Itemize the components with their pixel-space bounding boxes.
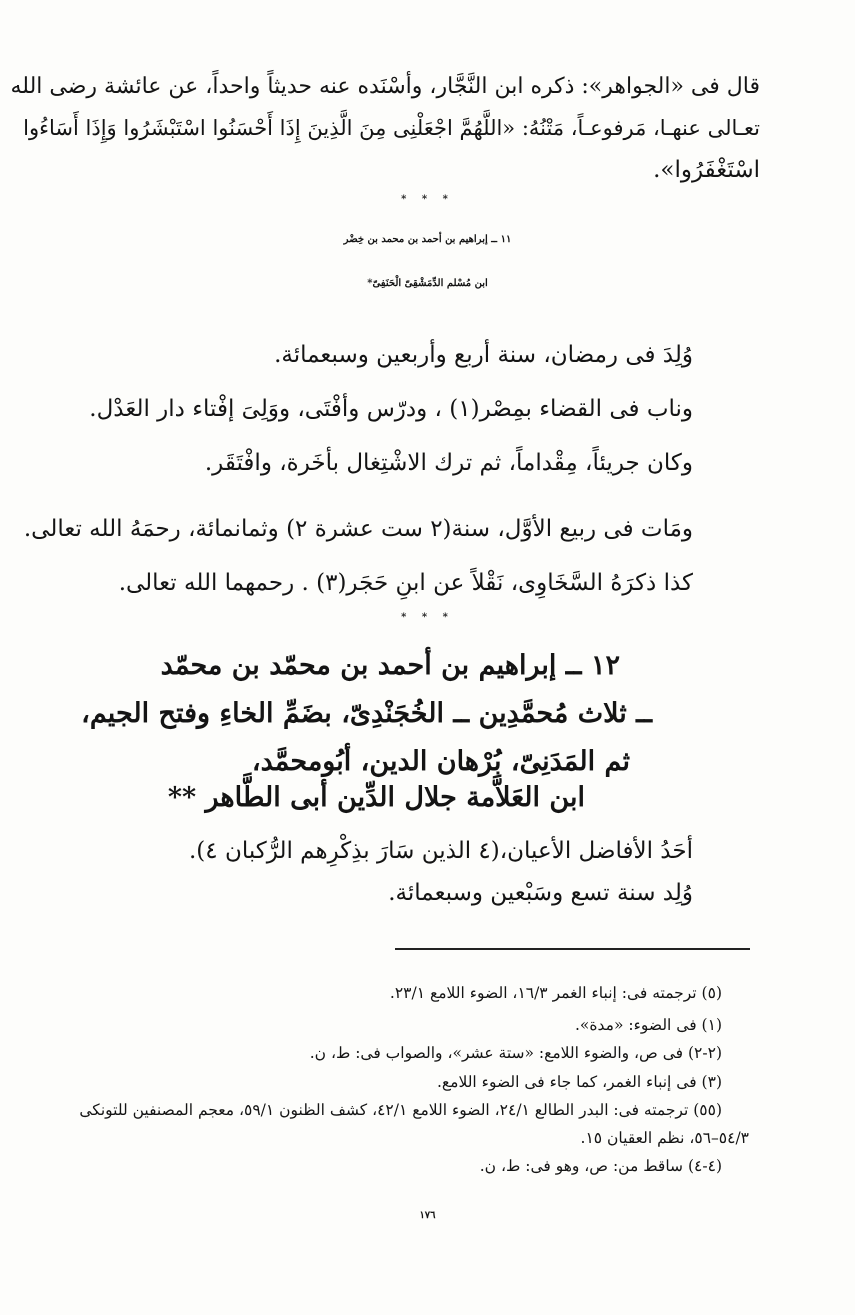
entry-12-heading-line-2: ــ ثلاث مُحمَّدِين ــ الخُجَنْدِىّ، بضَمِّ الخاءِ وفتح الجيم، (81, 698, 652, 729)
footnote-divider (395, 948, 750, 950)
entry-11-heading-line-1: ١١ ــ إبراهيم بن أحمد بن محمد بن خِضْر (343, 234, 512, 245)
footnote: (١) فى الضوء: «مدة». (575, 1016, 722, 1034)
separator-stars: * * * (401, 612, 454, 623)
entry-12-heading-line-3: ثم المَدَنِىّ، بُرْهان الدين، أبُومحمَّد، (251, 746, 630, 777)
footnote: (٢-٢) فى ص، والضوء اللامع: «ستة عشر»، والصواب فى: ط، ن. (309, 1044, 722, 1062)
entry-11-paragraph: وُلِدَ فى رمضان، سنة أربع وأربعين وسبعمائة. (274, 342, 693, 368)
entry-11-paragraph: ومَات فى ربيع الأوَّل، سنة(٢ ست عشرة ٢) وثمانمائة، رحمَهُ الله تعالى. (23, 516, 693, 542)
page-number: ١٧٦ (419, 1210, 436, 1221)
entry-12-heading-line-4: ابن العَلاَّمة جلال الدِّين أبى الطَّاهر ** (167, 782, 585, 813)
entry-11-paragraph: وناب فى القضاء بمِصْر(١) ، ودرّس وأفْتَى، ووَلِىَ إفْتاء دار العَدْل. (89, 396, 693, 422)
footnote: (٤-٤) ساقط من: ص، وهو فى: ط، ن. (479, 1157, 722, 1175)
footnote: (٣) فى إنباء الغمر، كما جاء فى الضوء اللامع. (436, 1073, 722, 1091)
top-paragraph-line-1: قال فى «الجواهر»: ذكره ابن النَّجَّار، وأسْنَده عنه حديثاً واحداً، عن عائشة رضى الله (10, 74, 760, 99)
top-paragraph-line-3: اسْتَغْفَرُوا». (653, 157, 760, 183)
entry-12-paragraph: وُلِد سنة تسع وسَبْعين وسبعمائة. (388, 880, 693, 906)
entry-11-paragraph: وكان جريئاً، مِقْداماً، ثم ترك الاشْتِغال بأخَرة، وافْتَقَر. (204, 450, 693, 476)
entry-11-heading-line-2: ابن مُسْلم الدِّمَشْقِىّ الْحَنَفِىّ* (367, 278, 488, 289)
footnote: (٥) ترجمته فى: إنباء الغمر ١٦/٣، الضوء اللامع ٢٣/١. (389, 984, 722, 1002)
separator-stars: * * * (401, 194, 454, 205)
footnote: ٥٤/٣–٥٦، نظم العقيان ١٥. (580, 1129, 749, 1147)
footnote: (٥٥) ترجمته فى: البدر الطالع ٢٤/١، الضوء اللامع ٤٢/١، كشف الظنون ٥٩/١، معجم المصنفين للتونكى (79, 1101, 722, 1119)
entry-12-paragraph: أحَدُ الأفاضل الأعيان،(٤ الذين سَارَ بذِكْرِهم الرُّكبان ٤). (189, 838, 693, 864)
entry-12-heading-line-1: ١٢ ــ إبراهيم بن أحمد بن محمّد بن محمّد (160, 650, 620, 681)
entry-11-paragraph: كذا ذكرَهُ السَّخَاوِى، نَقْلاً عن ابنِ حَجَر(٣) . رحمهما الله تعالى. (118, 570, 693, 596)
top-paragraph-line-2: تعـالى عنهـا، مَرفوعـاً، مَتْنُهُ: «اللَّهُمَّ اجْعَلْنِى مِنَ الَّذِينَ إِذَا أَحْسَنُوا اسْتَبْشَرُوا وَإِذَا أَسَاءُوا (23, 116, 760, 140)
